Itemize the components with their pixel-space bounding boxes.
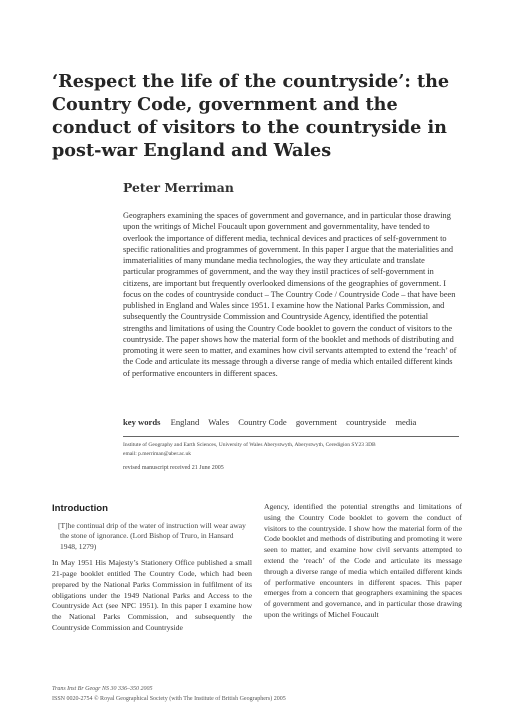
- abstract: Geographers examining the spaces of government and governance, and in particular those drawing upon the writings of Michel Foucault upon government and governmentality, have tended to overlook the importance of different media, technical devices and practices of self-government to specific rationalities and programmes of government. In this paper I argue that the materialities and immaterialities of many mundane media technologies, the way they articulate and translate particular programmes of government, and the way they instil practices of self-government in citizens, are important but frequently overlooked dimensions of the geographies of government. I focus on the codes of countryside conduct – The Country Code / Countryside Code – that have been published in England and Wales since 1951. I examine how the National Parks Commission, and subsequently the Countryside Commission and Countryside Agency, identified the potential strengths and limitations of using the Country Code booklet to govern the conduct of visitors to the countryside. The paper shows how the material form of the booklet and methods of distributing and promoting it were seen to matter, and examines how civil servants attempted to extend the ‘reach’ of the Code and articulate its message through a diverse range of media which entailed different kinds of performative encounters in different spaces.: [123, 211, 457, 378]
- body-column-left: [52, 503, 252, 634]
- epigraph-quote: [T]he continual drip of the water of instruction will wear away the stone of ignorance. (Lord Bishop of Truro, in Hansard 1948, 1279): [58, 521, 246, 551]
- issn-copyright: ISSN 0020-2754 © Royal Geographical Society (with The Institute of British Geographers) 2005: [52, 695, 286, 702]
- keywords-label: key words: [123, 417, 161, 427]
- keyword-item: Wales: [208, 417, 230, 427]
- author-affiliation: [123, 441, 463, 459]
- body-paragraph: In May 1951 His Majesty’s Stationery Office published a small 21-page booklet entitled The Country Code, which had been prepared by the National Parks Commission in fulfilment of its obligations under the 1949 National Parks and Access to the Countryside Act (see NPC 1951). In this paper I examine how the National Parks Commission, and subsequently the Countryside Commission and Countryside: [52, 558, 252, 632]
- affiliation-address: Institute of Geography and Earth Sciences, University of Wales Aberystwyth, Aberystwyth, Ceredigion SY23 3DB: [123, 442, 376, 448]
- journal-citation: Trans Inst Br Geogr NS 30 336–350 2005: [52, 686, 153, 692]
- section-heading: Introduction: [52, 503, 108, 514]
- divider: [123, 436, 459, 437]
- body-paragraph: Agency, identified the potential strengths and limitations of using the Country Code booklet to govern the conduct of visitors to the countryside. I show how the material form of the Code booklet and methods of distributing and promoting it were seen to matter, and examine how civil servants attempted to extend the ‘reach’ of the Code and articulate its message through a diverse range of media which entailed different kinds of performative encounters in different spaces. This paper emerges from a concern that geographers examining the spaces of government and governance, and in particular those drawing upon the writings of Michel Foucault: [264, 502, 462, 619]
- keywords: [123, 417, 463, 427]
- keyword-item: England: [170, 417, 200, 427]
- keyword-item: countryside: [346, 417, 387, 427]
- keyword-item: government: [295, 417, 337, 427]
- paper-title: ‘Respect the life of the countryside’: the Country Code, government and the conduct of visitors to the countryside in post-war England and Wales: [52, 71, 450, 161]
- body-column-right: [264, 502, 462, 621]
- author-email: email: p.merriman@aber.ac.uk: [123, 451, 191, 457]
- author-name: Peter Merriman: [123, 180, 234, 195]
- revision-date: revised manuscript received 21 June 2005: [123, 465, 224, 471]
- page-footer: [52, 685, 472, 704]
- keyword-item: media: [395, 417, 417, 427]
- keyword-item: Country Code: [238, 417, 287, 427]
